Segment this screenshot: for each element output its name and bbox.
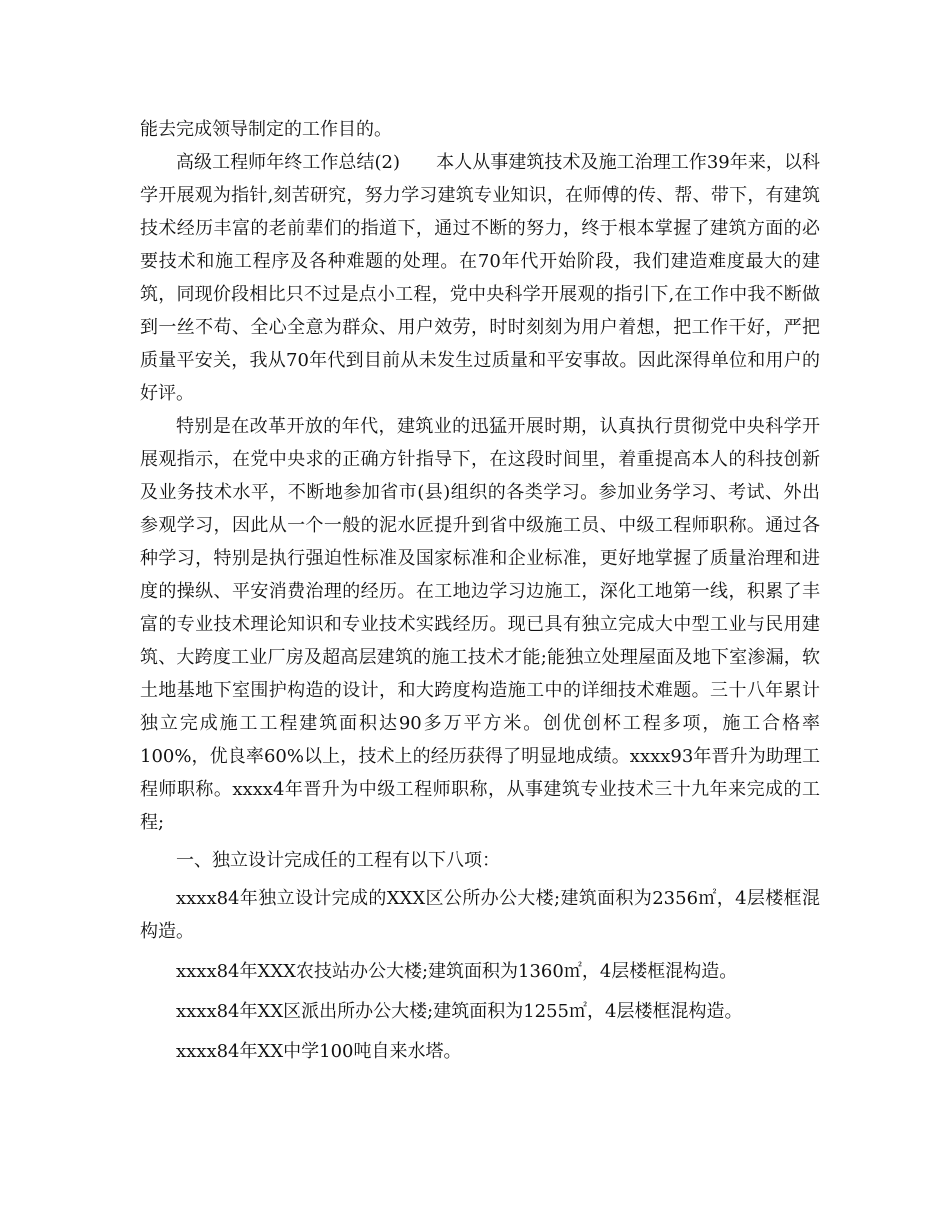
paragraph-reform-era: 特别是在改革开放的年代，建筑业的迅猛开展时期，认真执行贯彻党中央科学开展观指示，在党中央求的正确方针指导下，在这段时间里，着重提高本人的科技创新及业务技术水平，不断地参加省市(县)组织的各类学习。参加业务学习、考试、外出参观学习，因此从一个一般的泥水匠提升到省中级施工员、中级工程师职称。通过各种学习，特别是执行强迫性标准及国家标准和企业标准，更好地掌握了质量治理和进度的操纵、平安消费治理的经历。在工地边学习边施工，深化工地第一线，积累了丰富的专业技术理论知识和专业技术实践经历。现已具有独立完成大中型工业与民用建筑、大跨度工业厂房及超高层建筑的施工技术才能;能独立处理屋面及地下室渗漏，软土地基地下室围护构造的设计，和大跨度构造施工中的详细技术难题。三十八年累计独立完成施工工程建筑面积达90多万平方米。创优创杯工程多项，施工合格率100%，优良率60%以上，技术上的经历获得了明显地成绩。xxxx93年晋升为助理工程师职称。xxxx4年晋升为中级工程师职称，从事建筑专业技术三十九年来完成的工程; bbox=[140, 416, 820, 833]
project-item: xxxx84年XX中学100吨自来水塔。 bbox=[176, 1041, 462, 1062]
project-item: xxxx84年XXX农技站办公大楼;建筑面积为1360㎡，4层楼框混构造。 bbox=[176, 961, 738, 982]
project-item: xxxx84年独立设计完成的XXX区公所办公大楼;建筑面积为2356㎡，4层楼框混构造。 bbox=[140, 888, 820, 942]
project-item: xxxx84年XX区派出所办公大楼;建筑面积为1255㎡，4层楼框混构造。 bbox=[176, 1001, 743, 1022]
document-body bbox=[140, 113, 820, 1068]
paragraph-summary-intro: 高级工程师年终工作总结(2) 本人从事建筑技术及施工治理工作39年来，以科学开展观为指针,刻苦研究，努力学习建筑专业知识，在师傅的传、帮、带下，有建筑技术经历丰富的老前辈们的指道下，通过不断的努力，终于根本掌握了建筑方面的必要技术和施工程序及各种难题的处理。在70年代开始阶段，我们建造难度最大的建筑，同现价段相比只不过是点小工程，党中央科学开展观的指引下,在工作中我不断做到一丝不苟、全心全意为群众、用户效劳，时时刻刻为用户着想，把工作干好，严把质量平安关，我从70年代到目前从未发生过质量和平安事故。因此深得单位和用户的好评。 bbox=[140, 152, 820, 404]
section-heading-designed-projects: 一、独立设计完成任的工程有以下八项： bbox=[176, 850, 500, 871]
paragraph-continuation: 能去完成领导制定的工作目的。 bbox=[140, 119, 392, 140]
